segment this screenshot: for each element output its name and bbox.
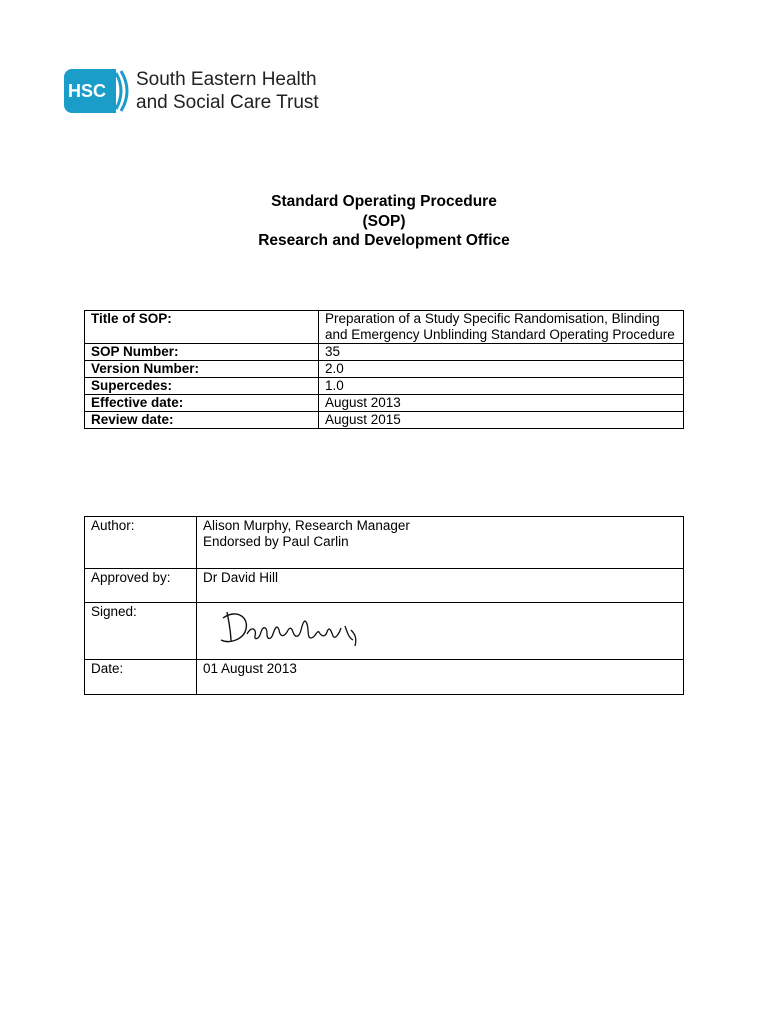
author-name: Alison Murphy, Research Manager: [203, 518, 410, 533]
date-label: Date:: [85, 660, 197, 695]
title-line-2: (SOP): [362, 212, 406, 230]
approved-by-value: Dr David Hill: [197, 569, 684, 603]
signature-icon: [207, 604, 367, 659]
review-date-label: Review date:: [85, 412, 319, 429]
sop-number-value: 35: [319, 344, 684, 361]
table-row: [85, 361, 684, 378]
signed-label: Signed:: [85, 603, 197, 660]
table-row: [85, 569, 684, 603]
table-row: [85, 344, 684, 361]
date-value: 01 August 2013: [197, 660, 684, 695]
table-row: [85, 603, 684, 660]
sop-title-value: Preparation of a Study Specific Randomisation, Blinding and Emergency Unblinding Standard Operating Procedure: [319, 311, 684, 344]
supercedes-label: Supercedes:: [85, 378, 319, 395]
table-row: [85, 412, 684, 429]
version-number-label: Version Number:: [85, 361, 319, 378]
effective-date-value: August 2013: [319, 395, 684, 412]
table-row: [85, 660, 684, 695]
title-line-3: Research and Development Office: [258, 232, 510, 249]
organization-name-line2: and Social Care Trust: [136, 92, 319, 113]
hsc-logo-text: HSC: [68, 80, 107, 101]
hsc-arcs-icon: [108, 69, 134, 113]
document-title: [0, 192, 768, 251]
table-row: [85, 378, 684, 395]
version-number-value: 2.0: [319, 361, 684, 378]
approval-table: [84, 516, 684, 695]
approved-by-label: Approved by:: [85, 569, 197, 603]
signature-cell: [197, 603, 684, 660]
organization-name-line1: South Eastern Health: [136, 69, 317, 90]
sop-title-label: Title of SOP:: [85, 311, 319, 344]
table-row: [85, 395, 684, 412]
table-row: [85, 517, 684, 569]
sop-number-label: SOP Number:: [85, 344, 319, 361]
organization-name: [136, 68, 319, 114]
author-label: Author:: [85, 517, 197, 569]
table-row: [85, 311, 684, 344]
sop-details-table: [84, 310, 684, 429]
organization-logo: [64, 68, 319, 114]
title-line-1: Standard Operating Procedure: [271, 193, 497, 210]
review-date-value: August 2015: [319, 412, 684, 429]
author-value: [197, 517, 684, 569]
supercedes-value: 1.0: [319, 378, 684, 395]
effective-date-label: Effective date:: [85, 395, 319, 412]
hsc-logo-mark: [64, 69, 116, 113]
endorsed-by: Endorsed by Paul Carlin: [203, 534, 349, 549]
